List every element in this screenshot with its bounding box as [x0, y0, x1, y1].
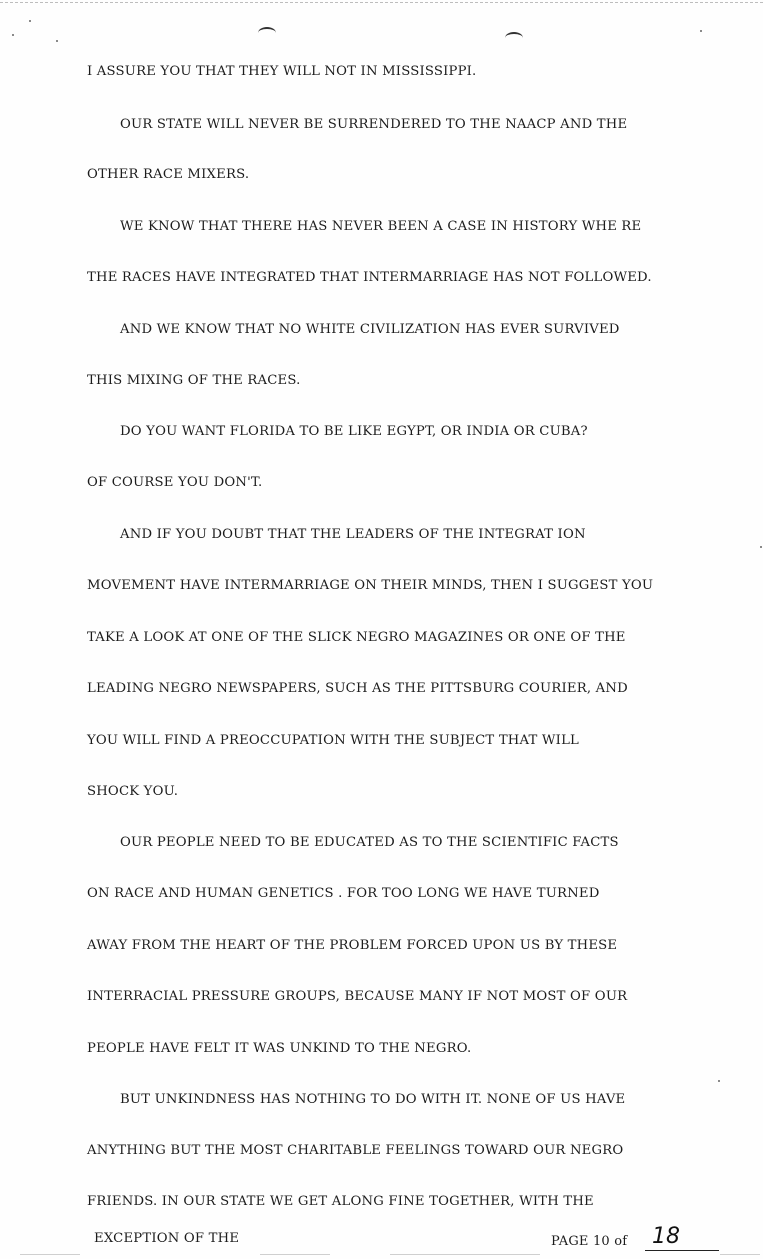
- text-line: OUR STATE WILL NEVER BE SURRENDERED TO THE NAACP AND THE: [120, 117, 628, 132]
- scan-speck: [760, 546, 762, 548]
- page-total-underline: [645, 1250, 719, 1251]
- page-number-label: PAGE 10 of: [551, 1234, 628, 1249]
- punch-mark-right: [505, 32, 523, 44]
- text-line: I ASSURE YOU THAT THEY WILL NOT IN MISSISSIPPI.: [87, 64, 477, 79]
- text-line: AND WE KNOW THAT NO WHITE CIVILIZATION HAS EVER SURVIVED: [120, 322, 620, 337]
- bottom-edge-rule: [20, 1254, 80, 1255]
- text-line: INTERRACIAL PRESSURE GROUPS, BECAUSE MANY IF NOT MOST OF OUR: [87, 989, 628, 1004]
- text-line: THE RACES HAVE INTEGRATED THAT INTERMARRIAGE HAS NOT FOLLOWED.: [87, 270, 652, 285]
- text-line: LEADING NEGRO NEWSPAPERS, SUCH AS THE PITTSBURG COURIER, AND: [87, 681, 628, 696]
- scan-speck: [56, 40, 58, 42]
- text-line: ON RACE AND HUMAN GENETICS . FOR TOO LONG WE HAVE TURNED: [87, 886, 600, 901]
- text-line: YOU WILL FIND A PREOCCUPATION WITH THE SUBJECT THAT WILL: [87, 733, 579, 748]
- text-line: AWAY FROM THE HEART OF THE PROBLEM FORCED UPON US BY THESE: [87, 938, 618, 953]
- text-line: PEOPLE HAVE FELT IT WAS UNKIND TO THE NEGRO.: [87, 1041, 472, 1056]
- scan-speck: [718, 1080, 720, 1082]
- scan-speck: [29, 20, 31, 22]
- text-line: AND IF YOU DOUBT THAT THE LEADERS OF THE INTEGRAT ION: [120, 527, 586, 542]
- text-line: OUR PEOPLE NEED TO BE EDUCATED AS TO THE SCIENTIFIC FACTS: [120, 835, 619, 850]
- scan-speck: [700, 30, 702, 32]
- text-line: OTHER RACE MIXERS.: [87, 167, 250, 182]
- bottom-edge-rule: [260, 1254, 330, 1255]
- text-line: SHOCK YOU.: [87, 784, 179, 799]
- text-line: BUT UNKINDNESS HAS NOTHING TO DO WITH IT. NONE OF US HAVE: [120, 1092, 626, 1107]
- text-line: FRIENDS. IN OUR STATE WE GET ALONG FINE TOGETHER, WITH THE: [87, 1194, 594, 1209]
- page-top-edge: [0, 2, 763, 3]
- text-line: DO YOU WANT FLORIDA TO BE LIKE EGYPT, OR INDIA OR CUBA?: [120, 424, 588, 439]
- text-line: OF COURSE YOU DON'T.: [87, 475, 263, 490]
- text-line: ANYTHING BUT THE MOST CHARITABLE FEELINGS TOWARD OUR NEGRO: [87, 1143, 624, 1158]
- footer-continuation-text: EXCEPTION OF THE: [94, 1231, 240, 1246]
- text-line: MOVEMENT HAVE INTERMARRIAGE ON THEIR MINDS, THEN I SUGGEST YOU: [87, 578, 654, 593]
- bottom-edge-rule: [720, 1254, 760, 1255]
- bottom-edge-rule: [390, 1254, 540, 1255]
- scan-speck: [12, 34, 14, 36]
- punch-mark-left: [258, 27, 276, 39]
- text-line: WE KNOW THAT THERE HAS NEVER BEEN A CASE IN HISTORY WHE RE: [120, 219, 642, 234]
- text-line: TAKE A LOOK AT ONE OF THE SLICK NEGRO MAGAZINES OR ONE OF THE: [87, 630, 626, 645]
- handwritten-page-total: 18: [652, 1224, 680, 1249]
- text-line: THIS MIXING OF THE RACES.: [87, 373, 301, 388]
